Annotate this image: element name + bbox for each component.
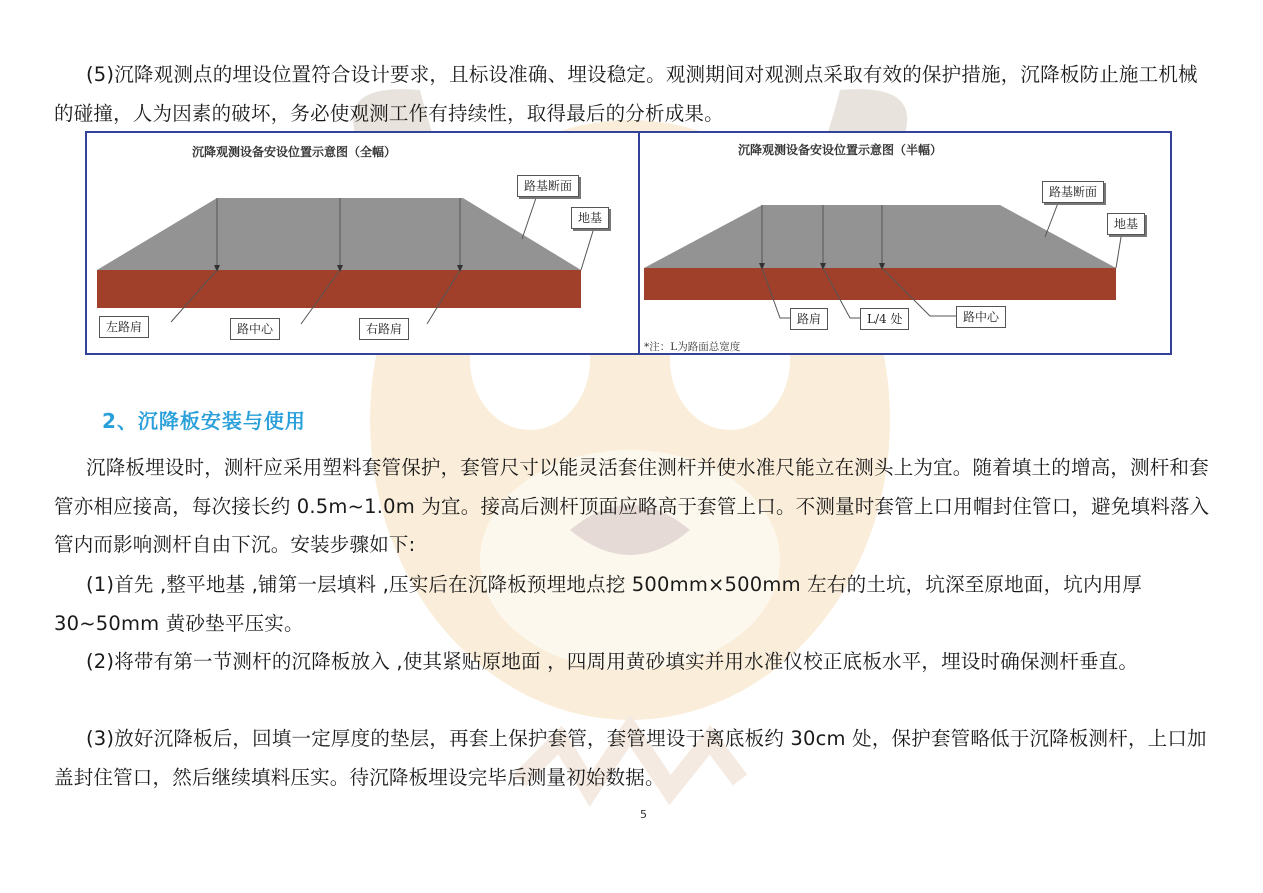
section-heading: 2、沉降板安装与使用 <box>102 409 306 433</box>
leader-line <box>1045 203 1058 237</box>
page-number: 5 <box>640 808 647 821</box>
leader-line <box>1110 231 1122 268</box>
figure-full-width <box>85 131 640 355</box>
label-section: 路基断面 <box>1042 181 1104 203</box>
label-center: 路中心 <box>230 318 280 340</box>
figure-note: *注：L为路面总宽度 <box>644 341 741 353</box>
figure-half-width <box>638 131 1172 355</box>
paragraph-step-3: (3)放好沉降板后，回填一定厚度的垫层，再套上保护套管，套管埋设于离底板约 30cm 处，保护套管略低于沉降板测杆，上口加盖封住管口，然后继续填料压实。待沉降板埋设完毕后测量初始数据。 <box>54 727 1207 789</box>
foundation-layer <box>644 268 1116 300</box>
figure-title: 沉降观测设备安设位置示意图（半幅） <box>738 143 943 157</box>
figure-title: 沉降观测设备安设位置示意图（全幅） <box>192 145 397 159</box>
embankment-section <box>97 198 581 270</box>
label-foundation: 地基 <box>1107 213 1145 235</box>
leader-line <box>522 195 537 239</box>
paragraph-step-2: (2)将带有第一节测杆的沉降板放入 ,使其紧贴原地面 ，四周用黄砂填实并用水准仪校正底板水平，埋设时确保测杆垂直。 <box>86 650 1139 673</box>
label-section: 路基断面 <box>517 175 579 197</box>
label-center: 路中心 <box>956 306 1006 328</box>
label-shoulder: 路肩 <box>790 308 828 330</box>
label-left-shoulder: 左路肩 <box>99 316 149 338</box>
label-foundation: 地基 <box>571 207 609 229</box>
label-right-shoulder: 右路肩 <box>359 318 409 340</box>
paragraph-step-1: (1)首先 ,整平地基 ,铺第一层填料 ,压实后在沉降板预埋地点挖 500mm×500mm 左右的土坑，坑深至原地面，坑内用厚 30~50mm 黄砂垫平压实。 <box>54 573 1143 635</box>
paragraph-observation-points: (5)沉降观测点的埋设位置符合设计要求，且标设准确、埋设稳定。观测期间对观测点采取有效的保护措施，沉降板防止施工机械的碰撞，人为因素的破坏，务必使观测工作有持续性，取得最后的分析成果。 <box>54 63 1198 125</box>
paragraph-settlement-plate-intro: 沉降板埋设时，测杆应采用塑料套管保护，套管尺寸以能灵活套住测杆并使水准尺能立在测头上为宜。随着填土的增高，测杆和套管亦相应接高，每次接长约 0.5m~1.0m 为宜。接高后测杆顶面应略高于套管上口。不测量时套管上口用帽封住管口，避免填料落入管内而影响测杆自由下沉。安装步骤如下: <box>54 456 1210 556</box>
label-quarter-width: L/4 处 <box>860 308 909 330</box>
foundation-layer <box>97 270 581 308</box>
